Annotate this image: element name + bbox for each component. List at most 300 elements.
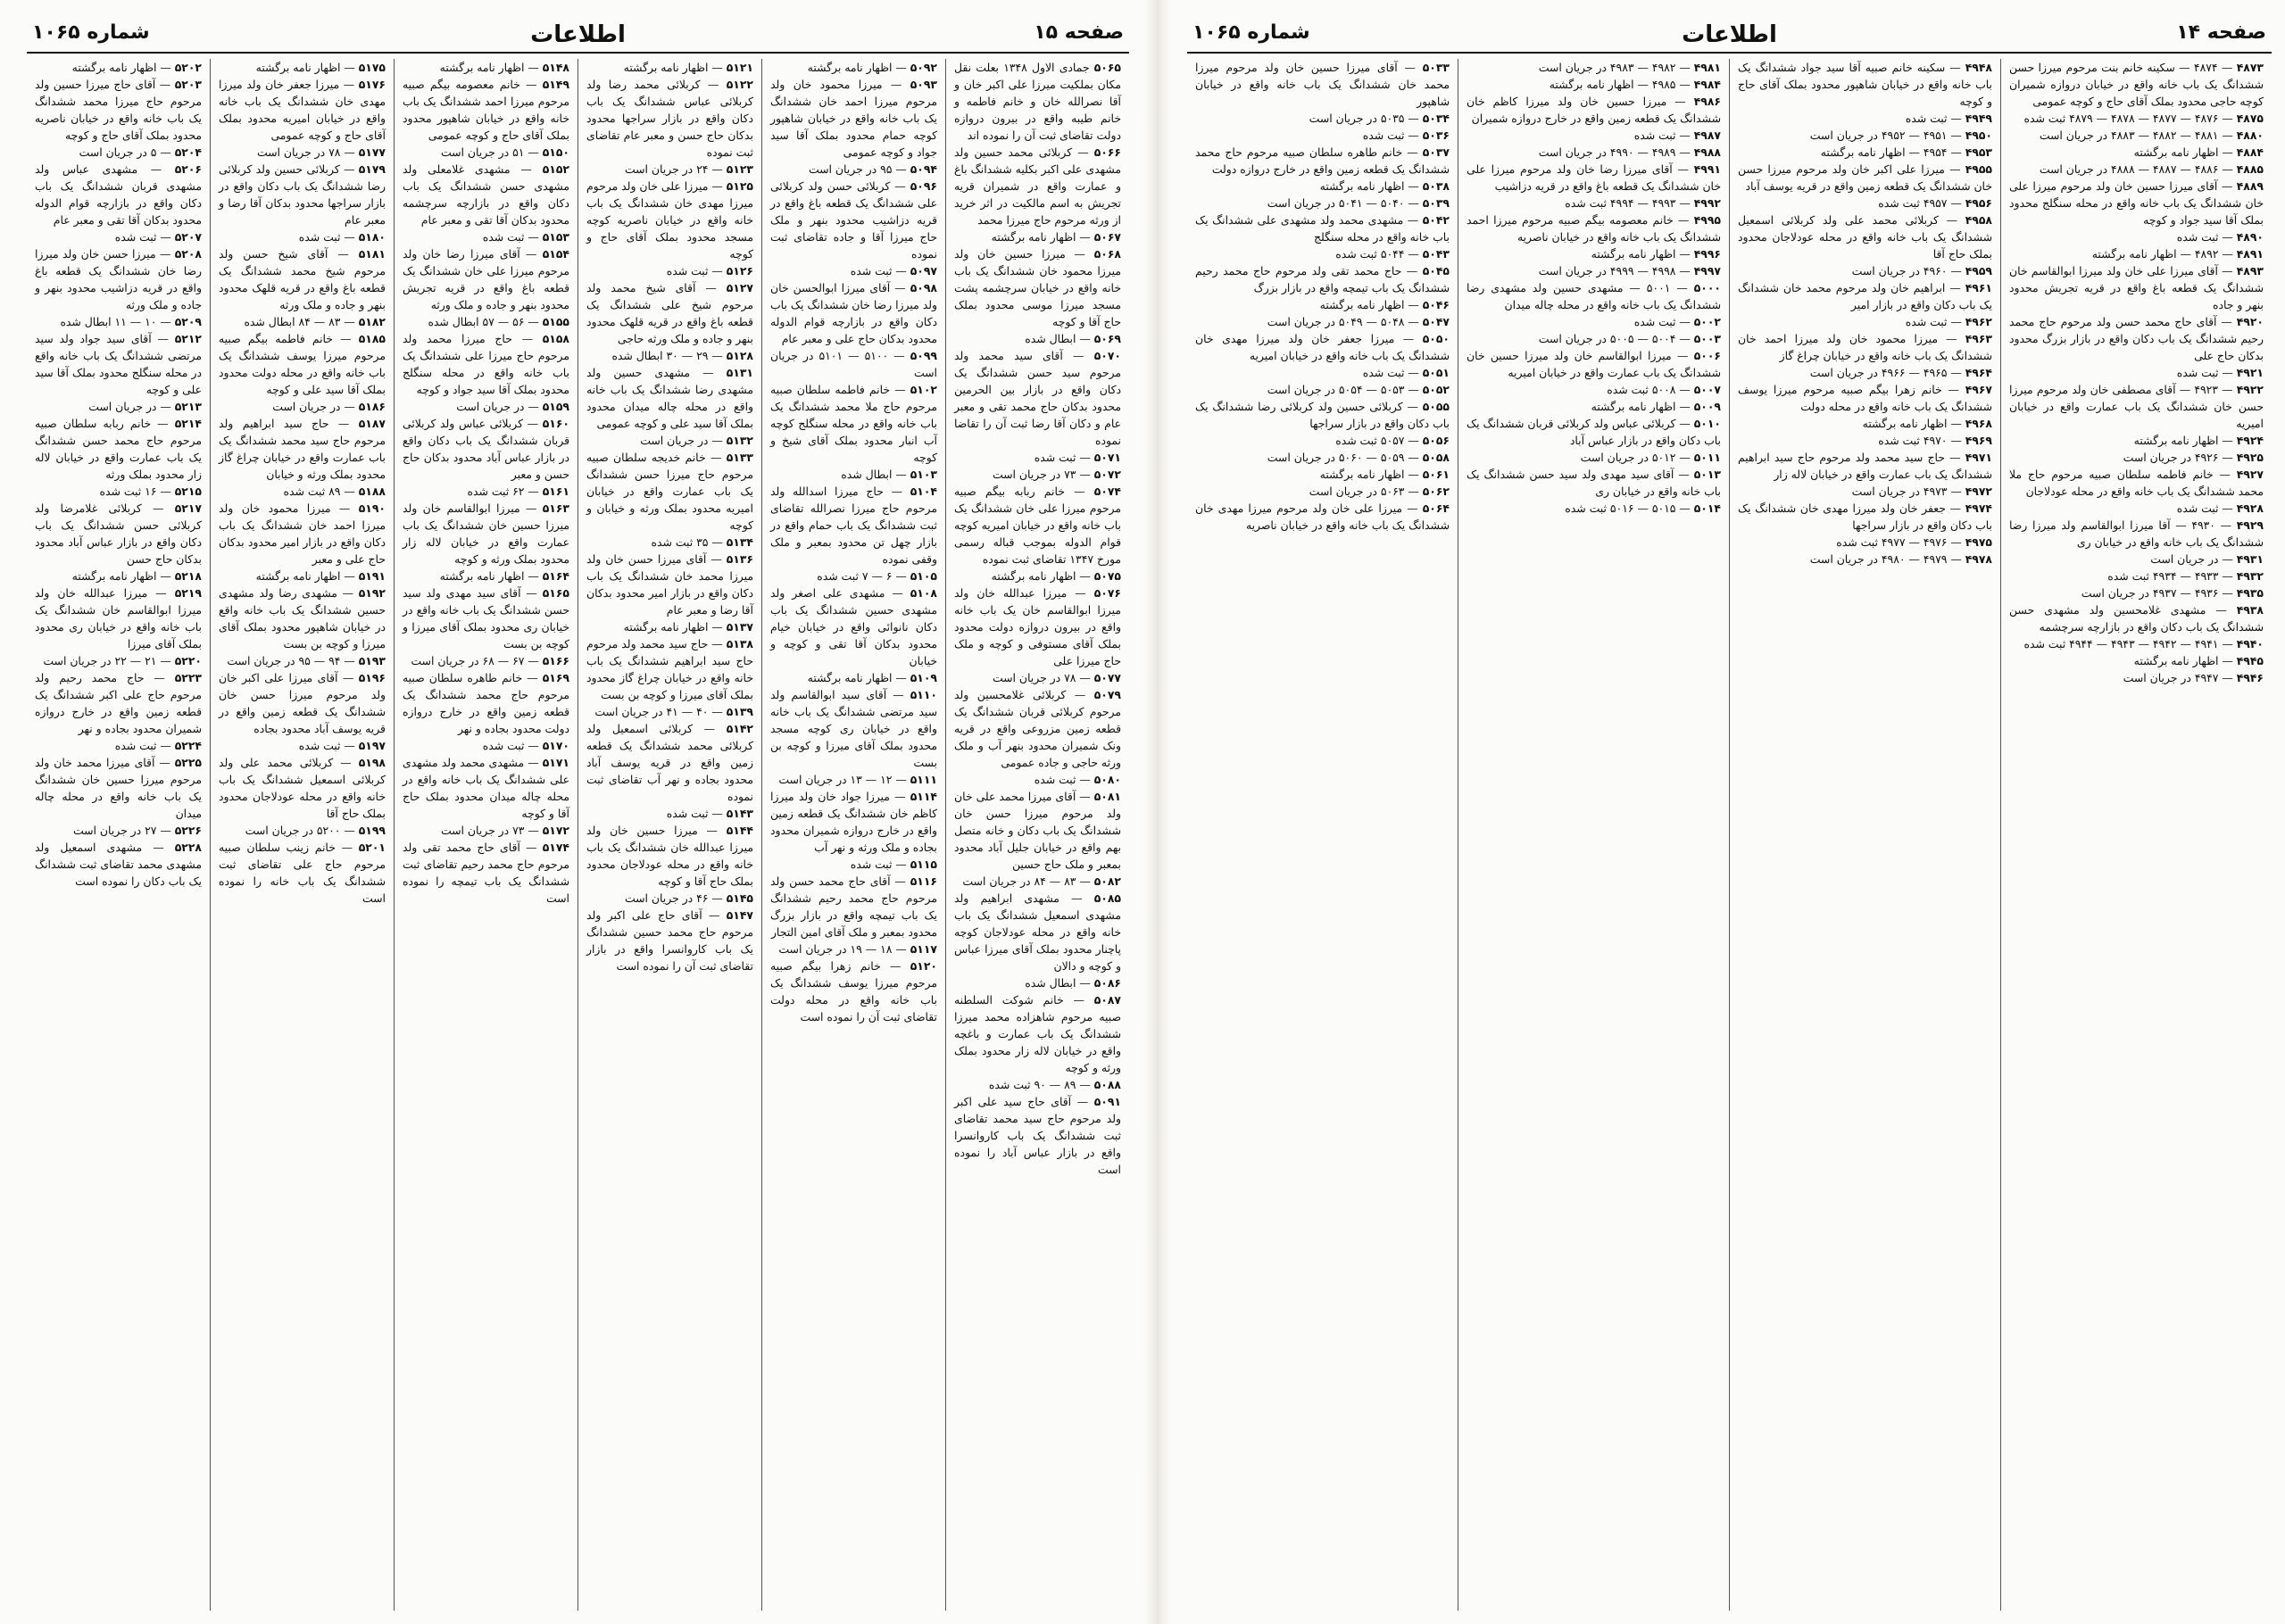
entry-text: — آقای سید مهدی ولد سید حسن ششدانگ یک باب خانه واقع در خیابان ری محدود بملک آقای میرزا و کوچه بن بست — [403, 586, 569, 650]
entry-number: ۴۹۶۸ — [1965, 417, 1992, 430]
registration-entry — [219, 161, 386, 228]
entry-text: — مشهدی عباس ولد مشهدی قربان ششدانگ یک باب دکان واقع در بازارچه قوام الدوله محدود بدکان آقا تقی و معبر عام — [35, 162, 202, 227]
registration-entry — [1738, 432, 1992, 449]
registration-entry — [2009, 110, 2264, 127]
registration-entry — [219, 76, 386, 144]
entry-text: — حاج میرزا محمد ولد مرحوم حاج میرزا علی ششدانگ یک باب خانه واقع در محله سنگلج محدود بملک آقا سید جواد و کوچه — [403, 332, 569, 396]
entry-text: — ۷۳ در جریان است — [992, 468, 1091, 481]
registration-entry — [586, 907, 753, 974]
entry-text: — سکینه خانم صبیه آقا سید جواد ششدانگ یک باب خانه واقع در خیابان شاهپور محدود بملک آقای حاج و کوچه — [1738, 61, 1992, 108]
entry-number: ۵۰۷۷ — [1093, 671, 1121, 684]
entry-number: ۴۹۴۰ — [2236, 637, 2264, 650]
entry-text: — ۹۴ — ۹۵ در جریان است — [227, 654, 355, 667]
entry-number: ۵۱۴۷ — [726, 908, 753, 922]
entry-text: — ۶ — ۷ ثبت شده — [817, 569, 907, 583]
entry-number: ۵۲۱۲ — [174, 332, 202, 345]
entry-number: ۵۲۱۸ — [174, 569, 202, 583]
entry-text: — ثبت شده — [114, 739, 171, 752]
entry-number: ۵۰۶۲ — [1422, 485, 1450, 498]
right-issue-number: شماره ۱۰۶۵ — [1192, 21, 1310, 44]
entry-number: ۴۹۷۲ — [1965, 485, 1992, 498]
entry-text: — میرزا عبدالله خان ولد میرزا ابوالقاسم خان ششدانگ یک باب خانه واقع در خیابان ری محدود بملک آقای میرزا — [35, 586, 202, 650]
registration-entry — [954, 568, 1121, 584]
entry-text: — ثبت شده — [1905, 112, 1962, 125]
entry-number: ۴۹۵۸ — [1965, 213, 1992, 227]
entry-number: ۵۱۷۹ — [358, 162, 386, 176]
entry-text: — ۷۸ در جریان است — [256, 145, 355, 159]
registration-entry — [403, 669, 569, 737]
entry-text: — ۵۱ در جریان است — [440, 145, 539, 159]
registration-entry — [219, 839, 386, 907]
registration-entry — [1738, 110, 1992, 127]
entry-number: ۵۱۷۰ — [542, 739, 569, 752]
entry-number: ۵۰۹۹ — [910, 349, 937, 362]
registration-entry — [1195, 127, 1450, 144]
entry-text: — در جریان است — [272, 400, 355, 413]
entry-text: — ۴۹۶۰ در جریان است — [1851, 264, 1962, 278]
entry-number: ۵۱۶۹ — [542, 671, 569, 684]
entry-text: — ۵۲۰۰ در جریان است — [245, 824, 355, 837]
entry-number: ۴۹۳۵ — [2236, 586, 2264, 600]
registration-entry — [2009, 228, 2264, 245]
entry-text: — اظهار نامه برگشته — [2133, 654, 2233, 667]
entry-number: ۵۰۳۷ — [1422, 145, 1450, 159]
entry-number: ۴۹۲۵ — [2236, 451, 2264, 464]
registration-entry — [1738, 415, 1992, 432]
entry-number: ۵۱۵۵ — [542, 315, 569, 328]
entry-text: — ثبت شده — [298, 230, 355, 244]
entry-text: — ۴۹۴۱ — ۴۹۴۲ — ۴۹۴۳ — ۴۹۴۴ ثبت شده — [2023, 637, 2233, 650]
entry-number: ۵۲۲۴ — [174, 739, 202, 752]
entry-number: ۴۹۲۹ — [2236, 518, 2264, 532]
entry-text: — خانم زهرا بیگم صبیه مرحوم میرزا یوسف ششدانگ یک باب خانه واقع در محله دولت تقاضای ثبت آن را نموده است — [770, 959, 937, 1023]
entry-number: ۴۹۶۱ — [1965, 281, 1992, 294]
registration-entry — [403, 737, 569, 754]
registration-entry — [954, 771, 1121, 788]
entry-text: — ۲۹ — ۳۰ ابطال شده — [611, 349, 723, 362]
entry-number: ۵۰۷۶ — [1093, 586, 1121, 600]
registration-entry — [2009, 601, 2264, 635]
entry-text: — ۴۸۷۶ — ۴۸۷۷ — ۴۸۷۸ — ۴۸۷۹ ثبت شده — [2023, 112, 2233, 125]
entry-text: — مشهدی محمد ولد مشهدی علی ششدانگ یک باب خانه واقع در محله سنگلج — [1195, 213, 1450, 244]
entry-text: — ۲۷ در جریان است — [72, 824, 171, 837]
registration-entry — [1467, 449, 1721, 466]
entry-number: ۵۱۳۹ — [726, 705, 753, 718]
registration-entry — [2009, 500, 2264, 517]
entry-text: — ثبت شده — [2176, 501, 2233, 515]
entry-text: — ۴۹۸۲ — ۴۹۸۳ در جریان است — [1538, 61, 1691, 74]
entry-number: ۴۸۸۴ — [2236, 145, 2264, 159]
entry-number: ۵۰۴۳ — [1422, 247, 1450, 261]
entry-number: ۵۱۸۶ — [358, 400, 386, 413]
entry-number: ۵۲۰۸ — [174, 247, 202, 261]
entry-number: ۴۹۵۳ — [1965, 145, 1992, 159]
entry-text: — ۷۸ در جریان است — [992, 671, 1091, 684]
entry-text: — ۲۱ — ۲۲ در جریان است — [43, 654, 171, 667]
registration-entry — [954, 974, 1121, 991]
registration-entry — [770, 466, 937, 483]
entry-number: ۵۰۵۲ — [1422, 383, 1450, 396]
entry-number: ۵۲۰۳ — [174, 78, 202, 91]
entry-text: — آقای میرزا محمد خان ولد مرحوم میرزا حسین خان ششدانگ یک باب خانه واقع در محله چاله میدان — [35, 756, 202, 820]
registration-entry — [1467, 144, 1721, 161]
entry-number: ۴۹۸۷ — [1693, 128, 1721, 142]
entry-text: — در جریان است — [88, 400, 171, 413]
entry-text: — مشهدی غلامحسین ولد مشهدی حسن ششدانگ یک باب دکان واقع در بازارچه سرچشمه — [2009, 603, 2264, 634]
entry-text: — ۵۰۰۴ — ۵۰۰۵ در جریان است — [1538, 332, 1691, 345]
entry-number: ۴۹۷۵ — [1965, 535, 1992, 549]
entry-text: — ثبت شده — [482, 739, 539, 752]
entry-number: ۴۹۶۷ — [1965, 383, 1992, 396]
entry-number: ۵۰۸۶ — [1093, 976, 1121, 990]
entry-text: — کربلائی حسین ولد کربلائی رضا ششدانگ یک باب دکان واقع در بازار سراجها — [1195, 400, 1450, 430]
entry-number: ۵۱۱۶ — [910, 874, 937, 888]
entry-text: — مشهدی اسمعیل ولد مشهدی محمد تقاضای ثبت ششدانگ یک باب دکان را نموده است — [35, 841, 202, 888]
registration-entry — [35, 500, 202, 568]
entry-number: ۴۹۶۳ — [1965, 332, 1992, 345]
text-column — [1458, 59, 1729, 1611]
entry-number: ۴۹۵۹ — [1965, 264, 1992, 278]
entry-number: ۴۹۶۲ — [1965, 315, 1992, 328]
registration-entry — [2009, 364, 2264, 381]
registration-entry — [586, 635, 753, 703]
entry-number: ۵۱۳۸ — [726, 637, 753, 650]
entry-text: — خانم ربابه سلطان صبیه مرحوم حاج محمد حسن ششدانگ یک باب عمارت واقع در خیابان لاله زار محدود بملک ورثه — [35, 417, 202, 481]
registration-entry — [1195, 466, 1450, 483]
registration-entry — [586, 449, 753, 534]
registration-entry — [219, 568, 386, 584]
registration-entry — [35, 754, 202, 822]
entry-text: — آقای میرزا حسین خان ولد مرحوم میرزا محمد خان ششدانگ یک باب خانه واقع در خیابان شاهپور — [1195, 61, 1450, 108]
entry-number: ۵۰۶۷ — [1093, 230, 1121, 244]
registration-entry — [403, 568, 569, 584]
entry-number: ۵۰۸۲ — [1093, 874, 1121, 888]
registration-entry — [954, 873, 1121, 890]
registration-entry — [954, 228, 1121, 245]
entry-text: — ثبت شده — [666, 264, 723, 278]
entry-number: ۵۱۲۲ — [726, 78, 753, 91]
entry-text: — ۴۹۵۱ — ۴۹۵۲ در جریان است — [1809, 128, 1962, 142]
entry-number: ۵۰۷۴ — [1093, 485, 1121, 498]
registration-entry — [1195, 59, 1450, 110]
entry-text: — میرزا حسین خان ولد میرزا کاظم خان ششدانگ یک قطعه زمین واقع در خارج دروازه شمیران — [1467, 95, 1721, 125]
registration-entry — [1195, 296, 1450, 313]
entry-number: ۵۱۰۳ — [910, 468, 937, 481]
entry-number: ۵۱۹۶ — [358, 671, 386, 684]
registration-entry — [2009, 635, 2264, 652]
entry-number: ۵۲۰۴ — [174, 145, 202, 159]
registration-entry — [586, 890, 753, 907]
entry-text: — ۴۸۹۲ — اظهار نامه برگشته — [2091, 247, 2233, 261]
entry-text: — خانم طاهره سلطان صبیه مرحوم حاج محمد ششدانگ یک قطعه زمین واقع در خارج دروازه دولت محدود بجاده و نهر — [403, 671, 569, 735]
registration-entry — [35, 228, 202, 245]
registration-entry — [2009, 381, 2264, 432]
entry-text: — خانم ربابه بیگم صبیه مرحوم میرزا علی خان ششدانگ یک باب خانه واقع در خیابان امیریه کوچه قوام الدوله بموجب قباله رسمی مورخ ۱۳۴۷ تقاضای ثبت نموده — [954, 485, 1121, 566]
entry-text: — اظهار نامه برگشته — [1591, 400, 1691, 413]
registration-entry — [1195, 211, 1450, 245]
registration-entry — [219, 822, 386, 839]
registration-entry — [954, 669, 1121, 686]
entry-number: ۴۹۲۷ — [2236, 468, 2264, 481]
entry-number: ۵۰۶۴ — [1422, 501, 1450, 515]
entry-text: — ۴۹۹۸ — ۴۹۹۹ در جریان است — [1538, 264, 1691, 278]
entry-number: ۵۰۶۶ — [1093, 145, 1121, 159]
entry-text: — ۴۹۲۳ — آقای مصطفی خان ولد مرحوم میرزا حسن خان ششدانگ یک باب عمارت واقع در خیابان امیریه — [2009, 383, 2264, 430]
registration-entry — [1738, 59, 1992, 110]
entry-text: — ۱۸ — ۱۹ در جریان است — [778, 942, 907, 956]
entry-text: — کربلائی محمد علی ولد کربلائی اسمعیل ششدانگ یک باب خانه واقع در محله عودلاجان محدود بملک حاج آقا — [1738, 213, 1992, 261]
entry-number: ۴۸۸۹ — [2236, 179, 2264, 193]
registration-entry — [1467, 93, 1721, 127]
entry-text: — خانم خدیجه سلطان صبیه مرحوم حاج میرزا حسن ششدانگ یک باب عمارت واقع در خیابان امیریه محدود بملک ورثه و خیابان و کوچه — [586, 451, 753, 532]
right-page-columns — [1187, 59, 2272, 1611]
entry-number: ۵۲۱۹ — [174, 586, 202, 600]
registration-entry — [586, 76, 753, 161]
entry-text: — میرزا عبدالله خان ولد میرزا ابوالقاسم خان یک باب خانه واقع در بیرون دروازه دولت محدود بملک آقای مستوفی و کوچه و ملک حاج میرزا علی — [954, 586, 1121, 667]
registration-entry — [954, 991, 1121, 1076]
entry-number: ۵۱۹۳ — [358, 654, 386, 667]
registration-entry — [1195, 449, 1450, 466]
registration-entry — [770, 279, 937, 347]
entry-number: ۴۹۵۰ — [1965, 128, 1992, 142]
entry-number: ۵۱۱۱ — [910, 773, 937, 786]
registration-entry — [403, 584, 569, 652]
entry-number: ۵۲۲۶ — [174, 824, 202, 837]
registration-entry — [770, 568, 937, 584]
entry-number: ۵۱۶۶ — [542, 654, 569, 667]
registration-entry — [35, 76, 202, 144]
entry-text: — ثبت شده — [1633, 128, 1691, 142]
entry-text: — میرزا علی خان ولد مرحوم میرزا مهدی خان ششدانگ یک باب خانه واقع در خیابان ناصریه کوچه مسجد محدود بملک آقای حاج و کوچه — [586, 179, 753, 261]
registration-entry — [1738, 483, 1992, 500]
registration-entry — [770, 262, 937, 279]
entry-text: — خانم فاطمه سلطان صبیه مرحوم حاج ملا محمد ششدانگ یک باب خانه واقع در محله عودلاجان — [2009, 468, 2264, 498]
registration-entry — [1738, 551, 1992, 568]
entry-number: ۵۰۱۱ — [1693, 451, 1721, 464]
entry-number: ۵۰۳۶ — [1422, 128, 1450, 142]
registration-entry — [770, 669, 937, 686]
entry-text: — آقای سید محمد ولد مرحوم سید حسن ششدانگ یک دکان واقع در بازار بین الحرمین محدود بدکان حاج محمد تقی و معبر عام و دکان آقا رضا ثبت آن را تقاضا نموده — [954, 349, 1121, 447]
entry-number: ۵۰۰۶ — [1693, 349, 1721, 362]
registration-entry — [1467, 76, 1721, 93]
registration-entry — [403, 398, 569, 415]
text-column — [210, 59, 394, 1611]
entry-number: ۵۱۰۹ — [910, 671, 937, 684]
registration-entry — [403, 144, 569, 161]
entry-number: ۵۲۰۱ — [358, 841, 386, 854]
registration-entry — [1738, 330, 1992, 364]
registration-entry — [1738, 127, 1992, 144]
entry-number: ۵۱۳۳ — [726, 451, 753, 464]
registration-entry — [1195, 500, 1450, 534]
registration-entry — [586, 262, 753, 279]
entry-number: ۵۰۱۳ — [1693, 468, 1721, 481]
registration-entry — [1195, 432, 1450, 449]
entry-number: ۴۹۹۲ — [1693, 196, 1721, 210]
registration-entry — [1467, 59, 1721, 76]
entry-text: — ۴۹۳۳ — ۴۹۳۴ ثبت شده — [2107, 569, 2233, 583]
registration-entry — [770, 381, 937, 466]
entry-number: ۵۲۰۷ — [174, 230, 202, 244]
entry-text: — ۴۹۴۷ در جریان است — [2123, 671, 2233, 684]
entry-number: ۵۰۶۹ — [1093, 332, 1121, 345]
registration-entry — [35, 483, 202, 500]
entry-text: — آقای میرزا ابوالحسن خان ولد میرزا رضا خان ششدانگ یک باب دکان واقع در بازارچه قوام الدوله محدود بدکان حاج علی و معبر عام — [770, 281, 937, 345]
text-column — [761, 59, 945, 1611]
entry-number: ۵۲۱۴ — [174, 417, 202, 430]
entry-number: ۵۱۴۹ — [542, 78, 569, 91]
entry-text: — ۵۰۵۳ — ۵۰۵۴ در جریان است — [1267, 383, 1419, 396]
entry-text: — آقای شیخ محمد ولد مرحوم شیخ علی ششدانگ یک قطعه باغ واقع در قریه قلهک محدود بنهر و جاده و ملک ورثه حاجی — [586, 281, 753, 345]
entry-text: — ۸۹ — ۹۰ ثبت شده — [988, 1078, 1091, 1091]
registration-entry — [954, 144, 1121, 228]
entry-text: — ۵۰۵۷ ثبت شده — [1335, 434, 1419, 447]
registration-entry — [403, 839, 569, 907]
registration-entry — [2009, 466, 2264, 500]
entry-text: — آقای شیخ حسن ولد مرحوم شیخ محمد ششدانگ یک قطعه باغ واقع در قریه قلهک محدود بنهر و جاده و ملک ورثه — [219, 247, 386, 311]
entry-text: — ثبت شده — [2176, 230, 2233, 244]
registration-entry — [770, 347, 937, 381]
entry-text: — ۵۰۴۸ — ۵۰۴۹ در جریان است — [1267, 315, 1419, 328]
entry-number: ۵۰۱۴ — [1693, 501, 1721, 515]
entry-text: — اظهار نامه برگشته — [439, 61, 539, 74]
registration-entry — [1467, 500, 1721, 517]
registration-entry — [1195, 262, 1450, 296]
entry-number: ۵۱۸۷ — [358, 417, 386, 430]
registration-entry — [2009, 584, 2264, 601]
entry-number: ۵۱۷۲ — [542, 824, 569, 837]
registration-entry — [219, 483, 386, 500]
entry-number: ۵۰۸۵ — [1093, 891, 1121, 905]
entry-text: — میرزا جواد خان ولد میرزا کاظم خان ششدانگ یک قطعه زمین واقع در خارج دروازه شمیران محدود بجاده و ملک ورثه و نهر آب — [770, 790, 937, 854]
entry-text: — ۵۰۱۵ — ۵۰۱۶ ثبت شده — [1565, 501, 1691, 515]
entry-text: — ۴۹۳۶ — ۴۹۳۷ در جریان است — [2081, 586, 2233, 600]
registration-entry — [770, 957, 937, 1025]
entry-number: ۵۱۸۱ — [358, 247, 386, 261]
entry-number: ۴۸۹۱ — [2236, 247, 2264, 261]
registration-entry — [1195, 483, 1450, 500]
entry-text: — ثبت شده — [1362, 366, 1419, 379]
entry-text: — حاج سید محمد ولد مرحوم حاج سید ابراهیم ششدانگ یک باب خانه واقع در خیابان چراغ گاز محدود بملک آقای میرزا و کوچه بن بست — [586, 637, 753, 701]
registration-entry — [1195, 178, 1450, 195]
entry-number: ۴۹۳۱ — [2236, 552, 2264, 566]
registration-entry — [770, 483, 937, 568]
entry-text: — ثبت شده — [850, 858, 907, 871]
registration-entry — [403, 330, 569, 398]
right-page-title: اطلاعات — [1682, 21, 1777, 48]
entry-number: ۵۰۳۹ — [1422, 196, 1450, 210]
entry-text: — ۶۷ — ۶۸ در جریان است — [411, 654, 539, 667]
entry-text: — آقای حاج محمد حسن ولد مرحوم حاج محمد رحیم ششدانگ یک باب تیمچه واقع در بازار بزرگ محدود بمعبر و ملک آقای امین التجار — [770, 874, 937, 939]
entry-text: — ۴۹۷۶ — ۴۹۷۷ ثبت شده — [1836, 535, 1962, 549]
entry-number: ۵۰۱۰ — [1693, 417, 1721, 430]
entry-text: — آقای حاج سید علی اکبر ولد مرحوم حاج سید محمد تقاضای ثبت ششدانگ یک باب کاروانسرا واقع در بازار عباس آباد را نموده است — [954, 1095, 1121, 1176]
registration-entry — [1467, 161, 1721, 195]
entry-number: ۵۱۴۸ — [542, 61, 569, 74]
registration-entry — [35, 144, 202, 161]
entry-number: ۵۱۵۹ — [542, 400, 569, 413]
entry-text: — میرزا جعفر خان ولد میرزا مهدی خان ششدانگ یک باب خانه واقع در خیابان امیریه محدود بملک آقای حاج و کوچه عمومی — [219, 78, 386, 142]
entry-number: ۵۱۰۵ — [910, 569, 937, 583]
entry-number: ۵۱۴۴ — [726, 824, 753, 837]
entry-number: ۴۹۴۹ — [1965, 112, 1992, 125]
entry-number: ۵۰۴۵ — [1422, 264, 1450, 278]
registration-entry — [586, 534, 753, 551]
entry-text: — میرزا حسن خان ولد میرزا رضا خان ششدانگ یک قطعه باغ واقع در قریه دزاشیب محدود بنهر و جاده و ملک ورثه — [35, 247, 202, 311]
entry-number: ۴۹۸۱ — [1693, 61, 1721, 74]
entry-text: — آقای حاج علی اکبر ولد مرحوم حاج محمد حسین ششدانگ یک باب کاروانسرا واقع در بازار تقاضای ثبت آن را نموده است — [586, 908, 753, 973]
registration-entry — [954, 788, 1121, 873]
registration-entry — [219, 59, 386, 76]
registration-entry — [35, 161, 202, 228]
entry-number: ۵۱۶۴ — [542, 569, 569, 583]
entry-number: ۵۱۳۴ — [726, 535, 753, 549]
registration-entry — [954, 584, 1121, 669]
entry-number: ۴۹۲۱ — [2236, 366, 2264, 379]
left-page-number: صفحه ۱۵ — [1034, 21, 1124, 44]
entry-number: ۵۰۹۳ — [910, 78, 937, 91]
registration-entry — [219, 398, 386, 415]
entry-number: ۵۰۰۳ — [1693, 332, 1721, 345]
entry-text: — کربلائی محمد رضا ولد کربلائی عباس ششدانگ یک باب دکان واقع در بازار سراجها محدود بدکان حاج حسن و معبر عام تقاضای ثبت نموده — [586, 78, 753, 159]
entry-text: — ابطال شده — [1025, 332, 1091, 345]
entry-number: ۵۱۵۸ — [542, 332, 569, 345]
entry-number: ۵۱۷۶ — [358, 78, 386, 91]
entry-text: — اظهار نامه برگشته — [255, 61, 355, 74]
entry-text: — اظهار نامه برگشته — [623, 620, 723, 634]
entry-number: ۴۹۴۵ — [2236, 654, 2264, 667]
entry-text: — ۶۲ ثبت شده — [467, 485, 539, 498]
entry-text: — آقای میرزا رضا خان ولد مرحوم میرزا علی خان ششدانگ یک قطعه باغ واقع در قریه دزاشیب — [1467, 162, 1721, 193]
entry-number: ۵۰۷۱ — [1093, 451, 1121, 464]
entry-text: — ابطال شده — [1025, 976, 1091, 990]
registration-entry — [586, 703, 753, 720]
registration-entry — [1467, 330, 1721, 347]
registration-entry — [954, 245, 1121, 330]
entry-number: ۵۱۴۳ — [726, 807, 753, 820]
registration-entry — [2009, 517, 2264, 551]
registration-entry — [2009, 144, 2264, 161]
entry-text: — میرزا حسین خان ولد میرزا عبدالله خان ششدانگ یک باب خانه واقع در محله عودلاجان محدود بملک حاج آقا و کوچه — [586, 824, 753, 888]
registration-entry — [2009, 551, 2264, 568]
entry-number: ۵۰۴۷ — [1422, 315, 1450, 328]
text-column — [2000, 59, 2272, 1611]
entry-number: ۵۱۹۲ — [358, 586, 386, 600]
entry-number: ۵۰۶۵ — [1093, 61, 1121, 74]
entry-text: — ۸۳ — ۸۴ ابطال شده — [244, 315, 355, 328]
entry-text: — اظهار نامه برگشته — [71, 569, 171, 583]
entry-text: — در جریان است — [2150, 552, 2233, 566]
registration-entry — [954, 483, 1121, 568]
registration-entry — [954, 347, 1121, 449]
registration-entry — [954, 890, 1121, 974]
entry-number: ۵۰۵۱ — [1422, 366, 1450, 379]
registration-entry — [1195, 245, 1450, 262]
registration-entry — [1738, 262, 1992, 279]
entry-text: — حاج میرزا اسدالله ولد مرحوم حاج میرزا نصرالله تقاضای ثبت ششدانگ یک باب حمام واقع در بازار چهل تن محدود بمعبر و ملک وقفی نموده — [770, 485, 937, 566]
entry-number: ۵۰۵۰ — [1422, 332, 1450, 345]
entry-text: — ثبت شده — [482, 230, 539, 244]
entry-text: — ۴۸۸۶ — ۴۸۸۷ — ۴۸۸۸ در جریان است — [2039, 162, 2233, 176]
entry-text: — ۴۶ در جریان است — [624, 891, 723, 905]
entry-text: — آقای حاج محمد تقی ولد مرحوم حاج محمد رحیم تقاضای ثبت ششدانگ یک باب تیمچه را نموده است — [403, 841, 569, 905]
entry-number: ۵۱۹۷ — [358, 739, 386, 752]
entry-text: — آقای میرزا حسین خان ولد مرحوم میرزا علی خان ششدانگ یک باب خانه واقع در محله سنگلج محدود بملک آقا سید جواد و کوچه — [2009, 179, 2264, 227]
entry-number: ۵۰۹۶ — [910, 179, 937, 193]
left-page-columns — [27, 59, 1129, 1611]
registration-entry — [2009, 652, 2264, 669]
left-page-title: اطلاعات — [530, 21, 626, 48]
